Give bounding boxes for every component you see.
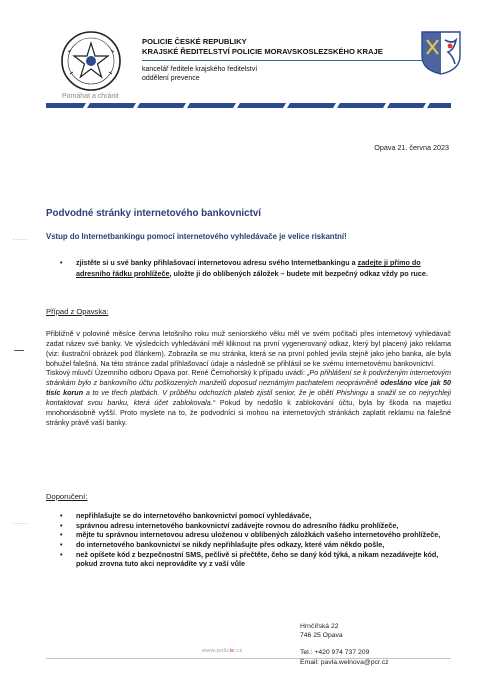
- motto: Pomáhat a chránit: [62, 93, 119, 100]
- contact-phone: Tel.: +420 974 737 209: [300, 649, 370, 657]
- document-title: Podvodné stránky internetového bankovnictví: [46, 208, 262, 219]
- decorative-band: [46, 103, 451, 108]
- org-line-1: POLICIE ČESKÉ REPUBLIKY: [142, 37, 247, 46]
- contact-street: Hrnčířská 22: [300, 623, 339, 630]
- contact-email: Email: pavla.welnova@pcr.cz: [300, 658, 389, 666]
- margin-mark: .....: [13, 519, 28, 526]
- list-item: • než opíšete kód z bezpečnostní SMS, pečlivě si přečtěte, čeho se daný kód týká, a nikam nezadávejte kód, pokud zrovna tuto akci neprovádíte vy z vaší vůle: [58, 550, 452, 569]
- document-date: Opava 21. června 2023: [374, 143, 449, 152]
- department: [142, 65, 257, 83]
- intro-tip-list: [58, 258, 452, 279]
- underlined-instruction: zadejte ji přímo do adresního řádku prohlížeče: [76, 258, 421, 278]
- org-line-2: KRAJSKÉ ŘEDITELSTVÍ POLICIE MORAVSKOSLEZSKÉHO KRAJE: [142, 46, 383, 56]
- list-item: • nepřihlašujte se do internetového bankovnictví pomocí vyhledávače,: [58, 511, 452, 521]
- margin-mark-dash: [14, 350, 24, 351]
- quote: „Po přihlášení se k podvrženým internetovým stránkám bylo z bankovního účtu poškozených manželů doposud neznámým pachatelem neoprávněně: [46, 368, 451, 388]
- document-subtitle: Vstup do Internetbankingu pomocí internetového vyhledávače je velice riskantní!: [46, 232, 347, 241]
- paragraph: Tiskový mluvčí Územního odboru Opava por. René Černohorský k případu uvádí: „Po přihlášení se k podvrženým internetovým stránkám bylo z bankovního účtu poškozených manželů doposud neznámým pachatelem neoprávněně odesláno více jak 50 tisíc korun a to ve třech platbách. V průběhu odchozích plateb zjistil senior, že je obětí Phishingu a snažil se co nejrychleji kontaktovat svou banku, která účet zablokovala.“ Pokud by nedošlo k zablokování účtu, byla by škoda na majetku mnohonásobně vyšší. Proto myslete na to, že podvodníci si mohou na internetových stránkách zaplatit reklamu na falešné stránky právě vaší banky.: [46, 368, 451, 427]
- list-item: • do internetového bankovnictví se nikdy nepřihlašujte přes odkazy, které vám někdo pošle,: [58, 540, 452, 550]
- paragraph: Přibližně v polovině měsíce června letošního roku muž seniorského věku měl ve svém počítači přes internetový vyhledávač zadat název své banky. Ve výsledcích vyhledávání měl kliknout na první vygenerovaný odkaz, který byl placený jako reklama (viz: ilustrační obrázek pod článkem). Zobrazila se mu stránka, která se na první pohled jevila stejně jako jeho banka, ale byla bohužel falešná. Na této stránce zadal přihlašovací údaje a následně se přihlásil se ke svému internetovému bankovnictví.: [46, 329, 451, 368]
- case-heading: Případ z Opavska:: [46, 307, 109, 316]
- case-body: [46, 329, 451, 427]
- header-divider: [142, 60, 434, 61]
- list-item: • zjistěte si u své banky přihlašovací internetovou adresu svého Internetbankingu a zadejte ji přímo do adresního řádku prohlížeče, uložte ji do oblíbených záložek – budete mít bezpečný odkaz vždy po ruce.: [58, 258, 452, 279]
- dept-line-2: oddělení prevence: [142, 75, 200, 83]
- contact-block: [300, 622, 389, 667]
- contact-city: 746 25 Opava: [300, 632, 343, 640]
- quote-emphasis: odesláno více jak 50 tisíc korun: [46, 378, 451, 398]
- margin-mark: .....: [13, 235, 28, 242]
- organization-name: [142, 37, 383, 56]
- footer-divider: [46, 658, 451, 659]
- quote: a to ve třech platbách. V průběhu odchozích plateb zjistil senior, že je obětí Phishingu a snažil se co nejrychleji kontaktovat svou banku, která účet zablokovala.“: [46, 388, 451, 407]
- dept-line-1: kancelář ředitele krajského ředitelství: [142, 66, 258, 73]
- list-item: • správnou adresu internetového bankovnictví zadávejte rovnou do adresního řádku prohlížeče,: [58, 521, 452, 531]
- police-star-badge-icon: [60, 30, 122, 92]
- recommendations-list: [58, 511, 452, 569]
- recommendations-heading: Doporučení:: [46, 492, 88, 501]
- footer-website: www.policie.cz: [202, 648, 243, 654]
- list-item: • mějte tu správnou internetovou adresu uloženou v oblíbených záložkách vašeho internetového prohlížeče,: [58, 530, 452, 540]
- regional-crest-icon: [420, 30, 462, 76]
